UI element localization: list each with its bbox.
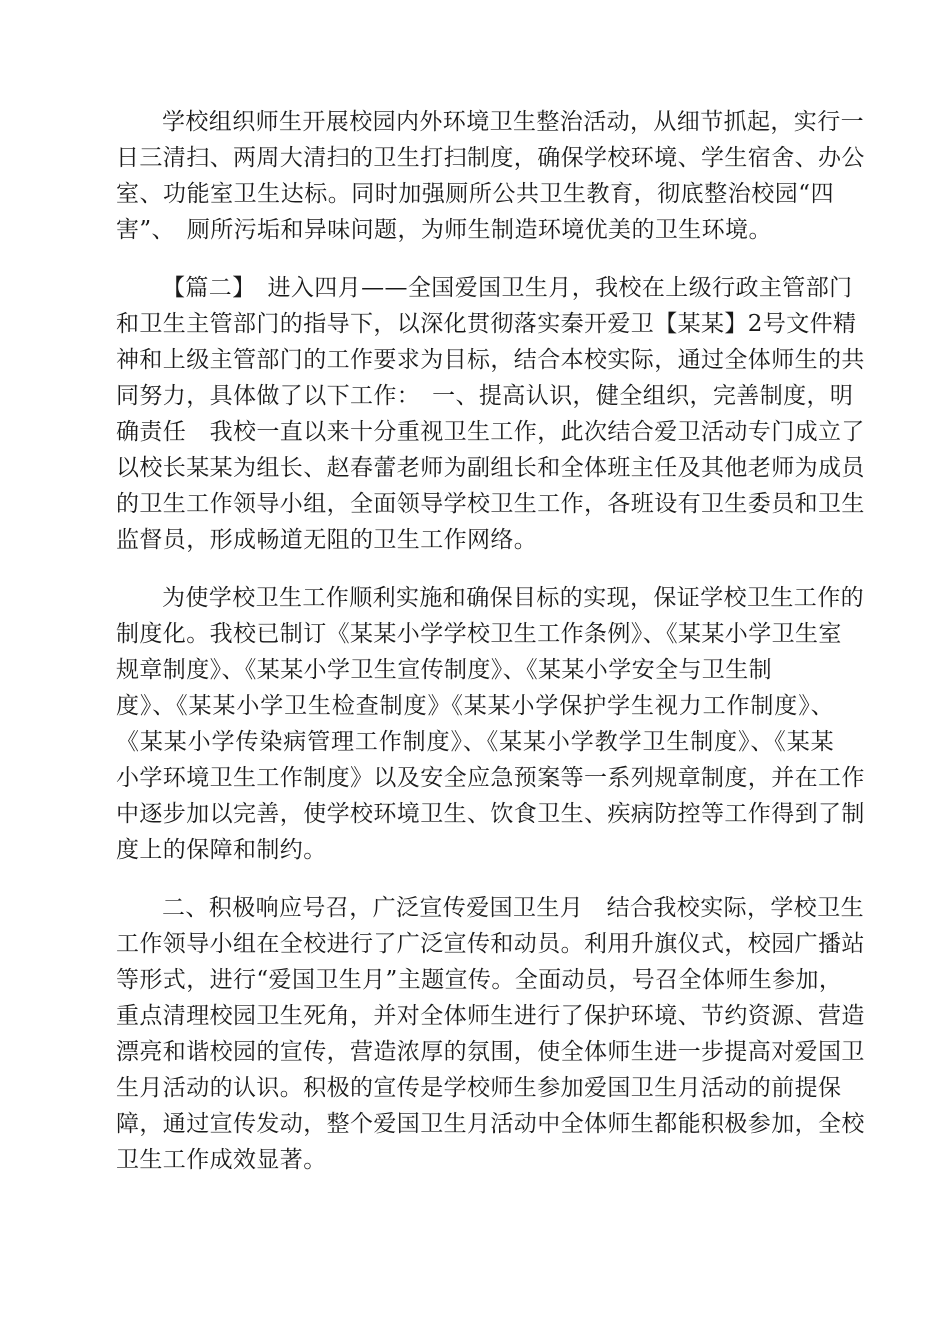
paragraph-part-two [116, 270, 865, 558]
text-line: 卫生工作成效显著。 [116, 1147, 327, 1173]
text-line: 日三清扫、两周大清扫的卫生打扫制度，确保学校环境、学生宿舍、办公 [116, 145, 865, 171]
text-line: 为使学校卫生工作顺利实施和确保目标的实现，保证学校卫生工作的 [162, 585, 864, 611]
paragraph-publicity [116, 890, 865, 1178]
text-line: 【篇二】 进入四月——全国爱国卫生月，我校在上级行政主管部门 [162, 275, 853, 301]
text-line: 小学环境卫生工作制度》以及安全应急预案等一系列规章制度，并在工作 [116, 765, 865, 791]
text-line: 监督员，形成畅道无阻的卫生工作网络。 [116, 527, 538, 553]
text-line: 生月活动的认识。积极的宣传是学校师生参加爱国卫生月活动的前提保 [116, 1075, 842, 1101]
text-line: 室、功能室卫生达标。同时加强厕所公共卫生教育，彻底整治校园“四 [116, 181, 834, 207]
text-line: 神和上级主管部门的工作要求为目标，结合本校实际，通过全体师生的共 [116, 347, 865, 373]
text-line: 规章制度》、《某某小学卫生宣传制度》、《某某小学安全与卫生制 [116, 657, 772, 683]
text-line: 确责任 我校一直以来十分重视卫生工作，此次结合爱卫活动专门成立了 [116, 419, 865, 445]
text-line: 二、积极响应号召，广泛宣传爱国卫生月 结合我校实际，学校卫生 [162, 895, 864, 921]
text-line: 学校组织师生开展校园内外环境卫生整治活动，从细节抓起，实行一 [162, 109, 864, 135]
text-line: 《某某小学传染病管理工作制度》、《某某小学教学卫生制度》、《某某 [116, 729, 834, 755]
text-line: 度》、《某某小学卫生检查制度》《某某小学保护学生视力工作制度》、 [116, 693, 834, 719]
text-line: 等形式，进行“爱国卫生月”主题宣传。全面动员，号召全体师生参加， [116, 967, 843, 993]
text-line: 中逐步加以完善，使学校环境卫生、饮食卫生、疾病防控等工作得到了制 [116, 801, 865, 827]
text-line: 和卫生主管部门的指导下，以深化贯彻落实秦开爱卫【某某】2号文件精 [116, 311, 857, 337]
text-line: 害”、 厕所污垢和异味问题，为师生制造环境优美的卫生环境。 [116, 217, 772, 243]
text-line: 度上的保障和制约。 [116, 837, 327, 863]
text-line: 以校长某某为组长、赵春蕾老师为副组长和全体班主任及其他老师为成员 [116, 455, 865, 481]
text-line: 的卫生工作领导小组，全面领导学校卫生工作，各班设有卫生委员和卫生 [116, 491, 865, 517]
paragraph-regulations [116, 580, 865, 868]
document-body [116, 104, 865, 1200]
text-line: 障，通过宣传发动，整个爱国卫生月活动中全体师生都能积极参加，全校 [116, 1111, 865, 1137]
text-line: 重点清理校园卫生死角，并对全体师生进行了保护环境、节约资源、营造 [116, 1003, 865, 1029]
text-line: 制度化。我校已制订《某某小学学校卫生工作条例》、《某某小学卫生室 [116, 621, 842, 647]
text-line: 工作领导小组在全校进行了广泛宣传和动员。利用升旗仪式，校园广播站 [116, 931, 865, 957]
text-line: 同努力，具体做了以下工作： 一、提高认识，健全组织，完善制度，明 [116, 383, 854, 409]
text-line: 漂亮和谐校园的宣传，营造浓厚的氛围，使全体师生进一步提高对爱国卫 [116, 1039, 865, 1065]
paragraph-hygiene-campaign [116, 104, 865, 248]
